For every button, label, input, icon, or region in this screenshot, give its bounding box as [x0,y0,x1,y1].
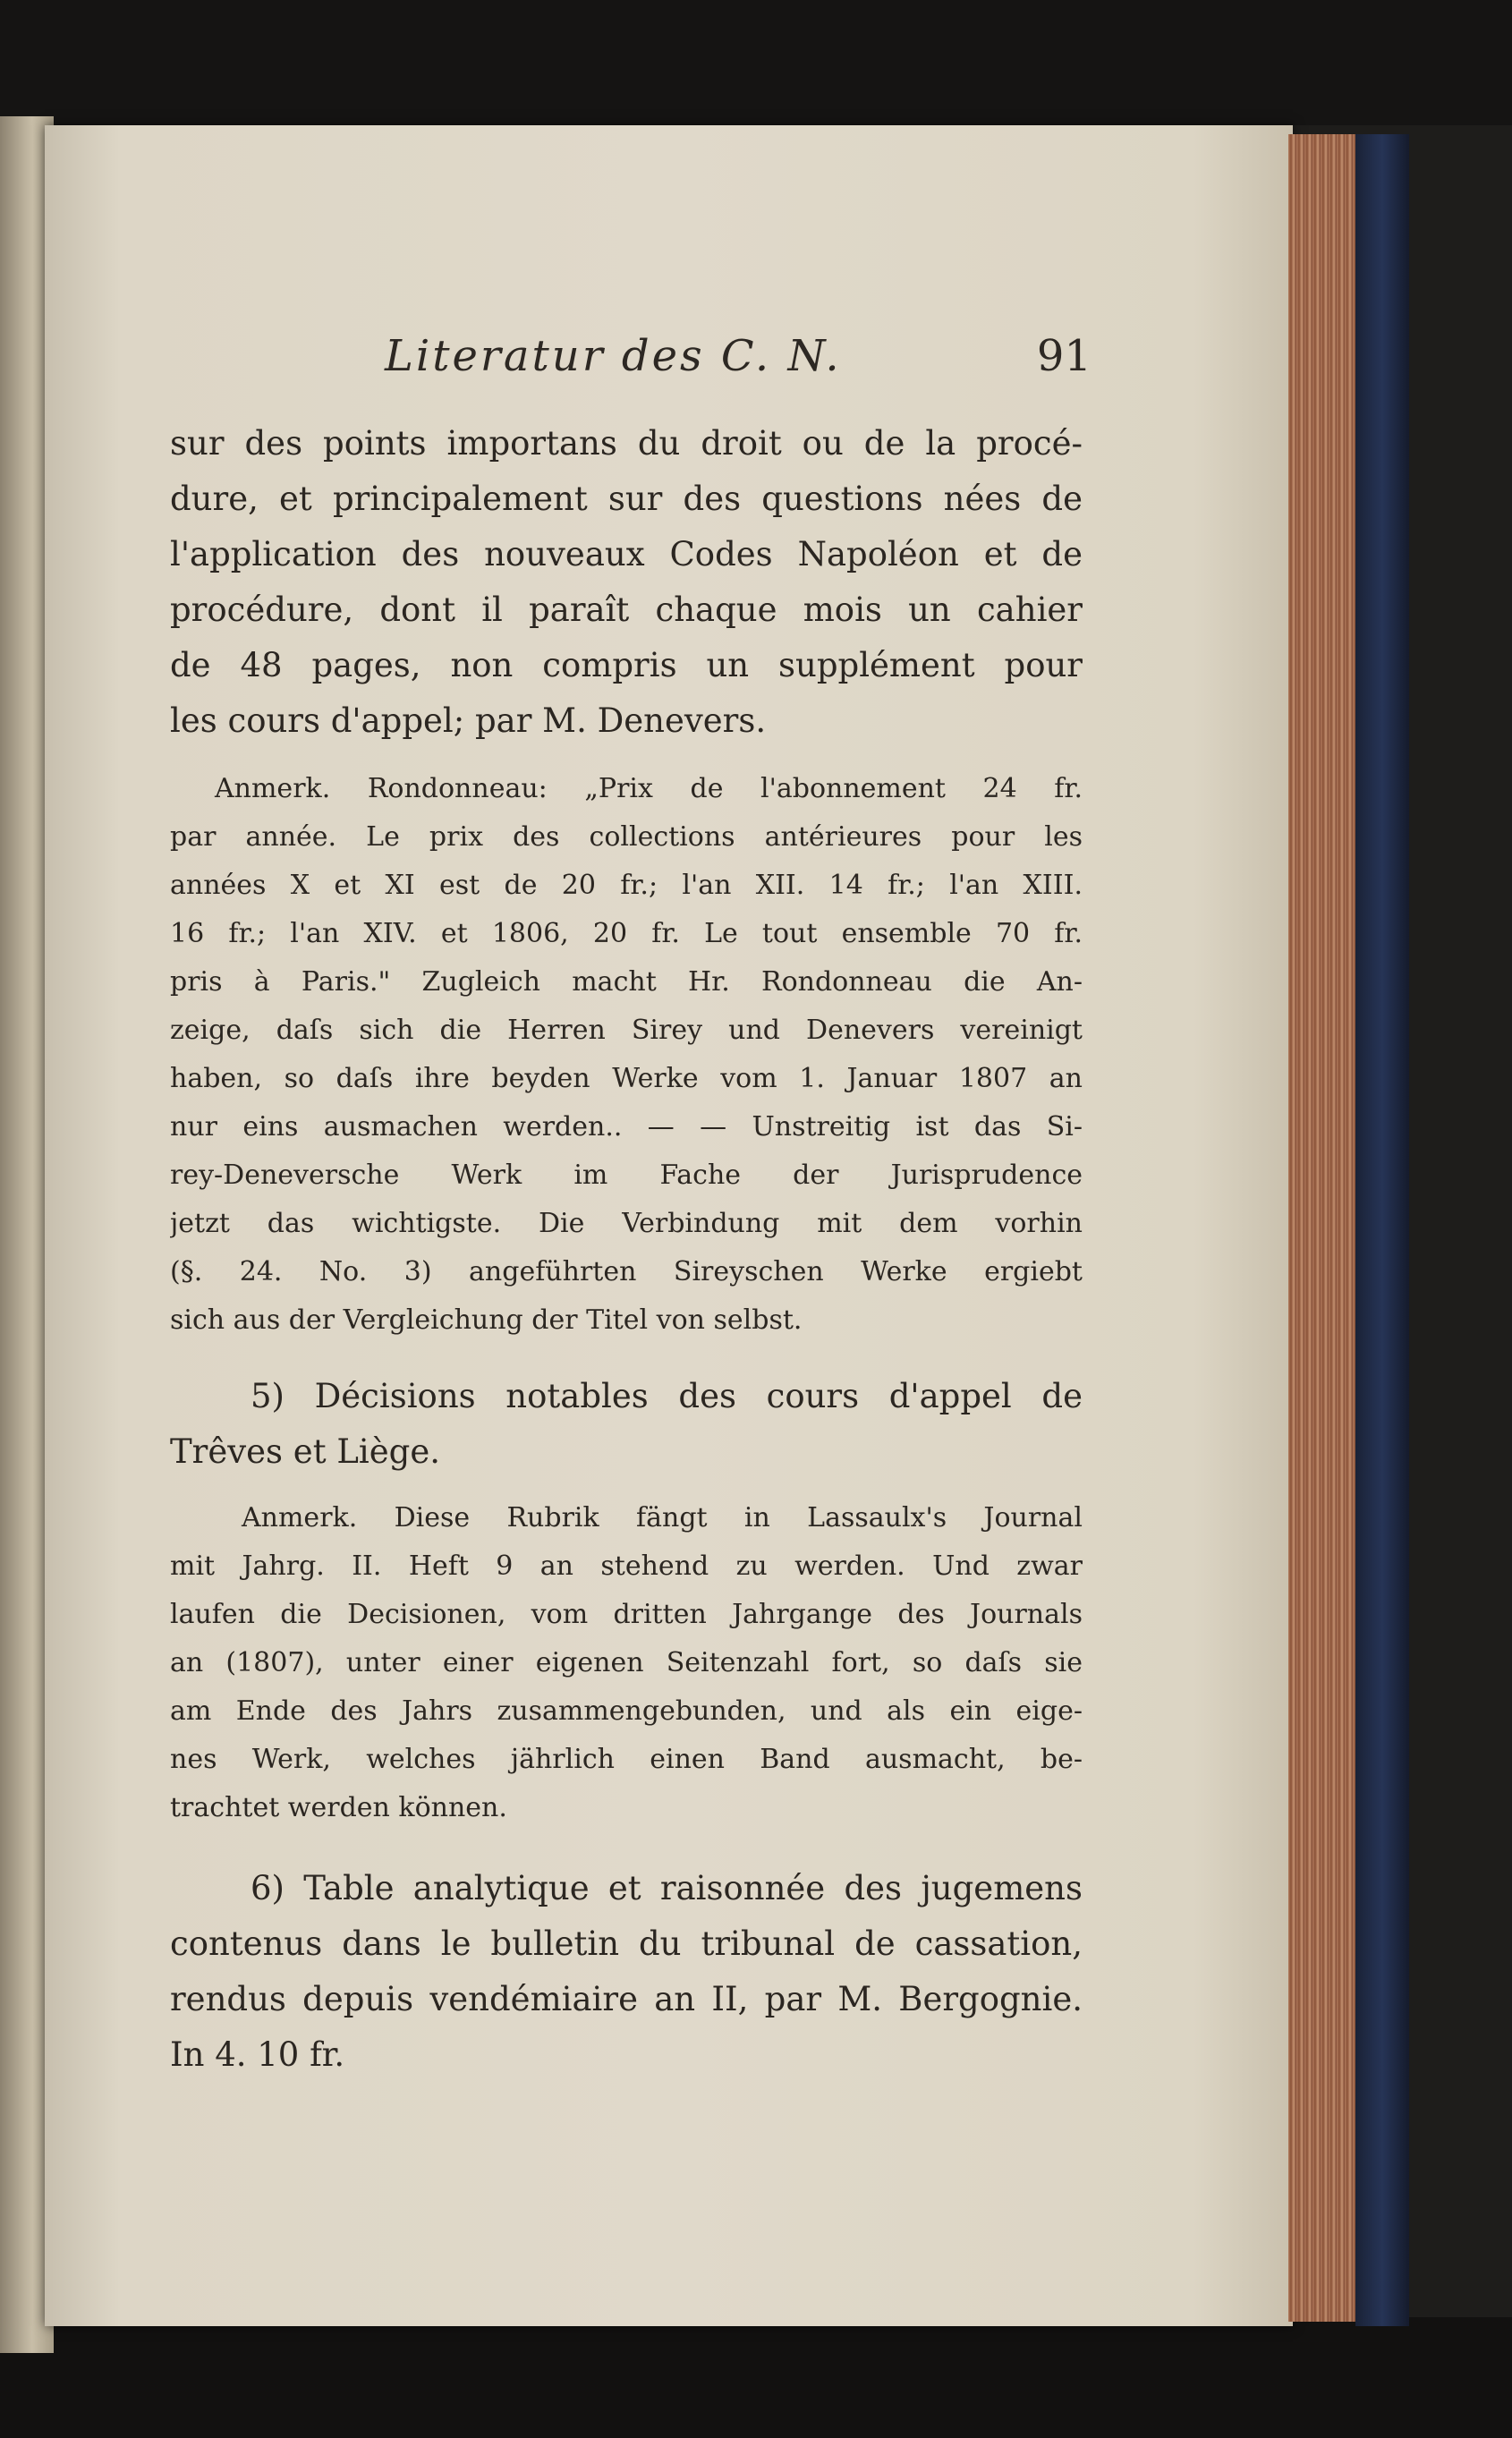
text-line: rey-Deneversche Werk im Fache der Jurisprudence [170,1160,1083,1191]
page-number: 91 [1036,331,1092,381]
text-line: 6) Table analytique et raisonnée des jugemens [251,1869,1083,1907]
section-6-entry [170,1861,1083,2083]
text-line: dure, et principalement sur des questions nées de [170,480,1083,518]
text-line: par année. Le prix des collections antérieures pour les [170,821,1083,853]
running-header [206,331,1092,385]
text-line: contenus dans le bulletin du tribunal de cassation, [170,1924,1083,1963]
text-line: trachtet werden können. [170,1792,507,1823]
text-line: 16 fr.; l'an XIV. et 1806, 20 fr. Le tout ensemble 70 fr. [170,918,1083,949]
text-line: pris à Paris." Zugleich macht Hr. Rondonneau die An- [170,966,1083,998]
text-line: Trêves et Liège. [170,1432,440,1471]
book-cover [1355,134,1409,2326]
text-line: de 48 pages, non compris un supplément pour [170,646,1083,684]
text-line: laufen die Decisionen, vom dritten Jahrgange des Journals [170,1599,1083,1630]
text-line: jetzt das wichtigste. Die Verbindung mit dem vorhin [170,1208,1083,1239]
text-line: am Ende des Jahrs zusammengebunden, und als ein eige- [170,1695,1083,1727]
text-line: (§. 24. No. 3) angeführten Sireyschen Werke ergiebt [170,1256,1083,1287]
text-line: an (1807), unter einer eigenen Seitenzahl fort, so daſs sie [170,1647,1083,1678]
text-line: In 4. 10 fr. [170,2035,345,2074]
text-line: mit Jahrg. II. Heft 9 an stehend zu werden. Und zwar [170,1550,1083,1582]
page-block-edge [1288,134,1355,2322]
text-line: haben, so daſs ihre beyden Werke vom 1. Januar 1807 an [170,1063,1083,1094]
text-line: Anmerk. Diese Rubrik fängt in Lassaulx's Journal [242,1502,1083,1533]
note-rondonneau [170,765,1083,1345]
text-line: 5) Décisions notables des cours d'appel de [251,1377,1083,1415]
text-line: sich aus der Vergleichung der Titel von selbst. [170,1304,803,1336]
text-line: rendus depuis vendémiaire an II, par M. Bergognie. [170,1980,1083,2018]
text-line: les cours d'appel; par M. Denevers. [170,701,767,740]
text-line: nes Werk, welches jährlich einen Band ausmacht, be- [170,1744,1083,1775]
section-5-heading [170,1369,1083,1480]
text-line: l'application des nouveaux Codes Napoléon et de [170,535,1083,573]
paragraph-sirey-denevers [170,416,1083,749]
text-line: nur eins ausmachen werden.. — — Unstreitig ist das Si- [170,1111,1083,1143]
background-top [0,0,1512,125]
text-line: sur des points importans du droit ou de la procé- [170,424,1083,463]
text-line: Anmerk. Rondonneau: „Prix de l'abonnement 24 fr. [215,773,1083,804]
text-line: procédure, dont il paraît chaque mois un cahier [170,590,1083,629]
running-title: Literatur des C. N. [385,331,842,381]
background-bottom [0,2317,1512,2438]
text-line: années X et XI est de 20 fr.; l'an XII. 14 fr.; l'an XIII. [170,870,1083,901]
note-lassaulx [170,1494,1083,1832]
text-line: zeige, daſs sich die Herren Sirey und Denevers vereinigt [170,1015,1083,1046]
